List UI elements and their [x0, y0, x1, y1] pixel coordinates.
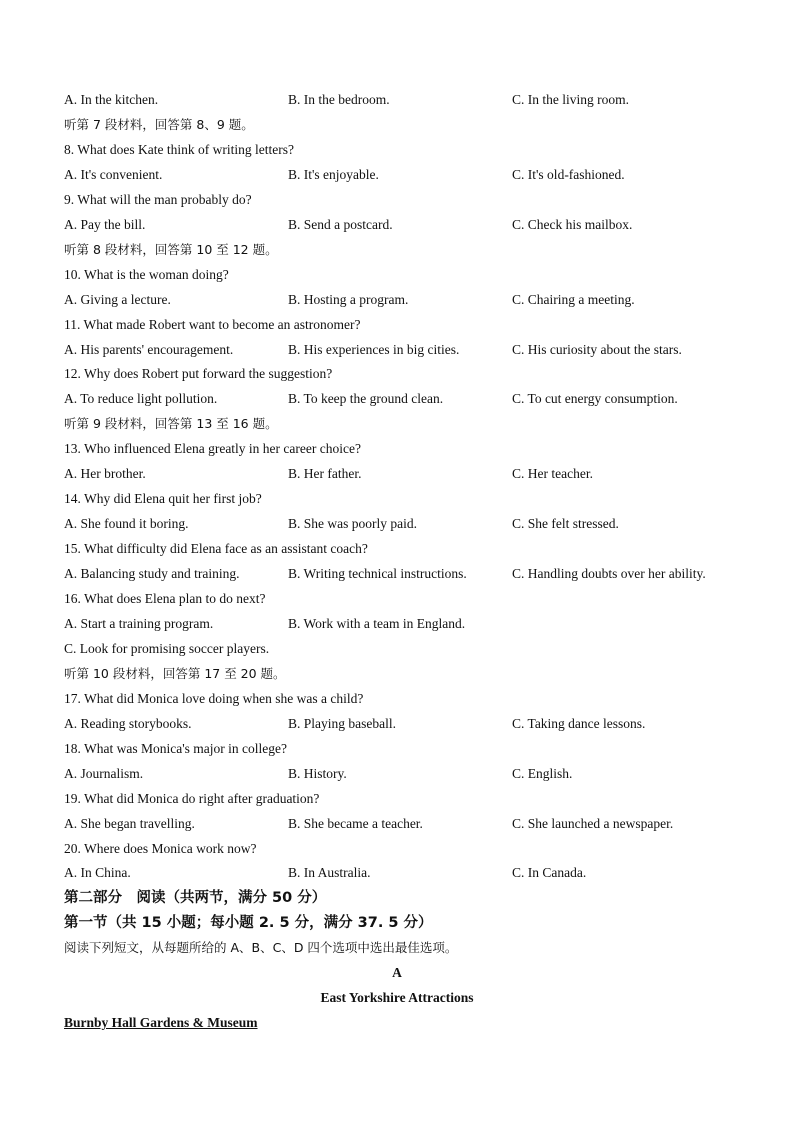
question-text [64, 366, 744, 382]
answer-option: B. History. [288, 765, 347, 781]
instruction-text [64, 666, 744, 682]
answer-option: C. Chairing a meeting. [512, 291, 635, 307]
answer-option: C. Her teacher. [512, 466, 593, 482]
passage-title [0, 990, 794, 1006]
line-text: 听第 10 段材料，回答第 17 至 20 题。 [64, 665, 286, 681]
answer-option: C. It's old-fashioned. [512, 166, 625, 182]
line-text: 10. What is the woman doing? [64, 266, 229, 282]
section-heading [64, 890, 744, 906]
instruction-text [64, 117, 744, 133]
line-text: 第二部分 阅读（共两节，满分 50 分） [64, 890, 327, 907]
line-text: 听第 9 段材料，回答第 13 至 16 题。 [64, 416, 278, 432]
answer-option: C. She felt stressed. [512, 516, 619, 532]
answer-option: B. His experiences in big cities. [288, 341, 460, 357]
answer-option: C. Handling doubts over her ability. [512, 566, 706, 581]
answer-option: B. She became a teacher. [288, 815, 423, 831]
question-text [64, 691, 744, 707]
line-text: 阅读下列短文，从每题所给的 A、B、C、D 四个选项中选出最佳选项。 [64, 940, 458, 956]
answer-option: A. To reduce light pollution. [64, 391, 218, 407]
line-text: East Yorkshire Attractions [320, 990, 474, 1006]
answer-option: B. Playing baseball. [288, 715, 396, 731]
instruction-text [64, 940, 744, 956]
question-text [64, 841, 744, 857]
answer-option: B. It's enjoyable. [288, 166, 379, 182]
answer-option: A. Pay the bill. [64, 216, 146, 232]
answer-option: A. Journalism. [64, 765, 144, 781]
question-text [64, 541, 744, 557]
instruction-text [64, 242, 744, 258]
question-text [64, 491, 744, 507]
answer-option: A. In the kitchen. [64, 92, 159, 107]
question-text [64, 267, 744, 283]
line-text: 第一节（共 15 小题；每小题 2. 5 分，满分 37. 5 分） [64, 915, 433, 932]
line-text: 13. Who influenced Elena greatly in her career choice? [64, 441, 361, 457]
line-text: 听第 7 段材料，回答第 8、9 题。 [64, 117, 254, 132]
answer-option: B. She was poorly paid. [288, 516, 417, 532]
answer-option: B. To keep the ground clean. [288, 391, 444, 407]
answer-option: B. Hosting a program. [288, 291, 409, 307]
question-text [64, 192, 744, 208]
answer-option: A. She found it boring. [64, 516, 189, 532]
answer-option: A. Giving a lecture. [64, 291, 171, 307]
answer-option: B. Work with a team in England. [288, 615, 466, 631]
line-text: 12. Why does Robert put forward the suggestion? [64, 366, 333, 382]
answer-option: A. She began travelling. [64, 815, 195, 831]
answer-option: B. Writing technical instructions. [288, 566, 467, 581]
instruction-text [64, 416, 744, 432]
line-text: 11. What made Robert want to become an astronomer? [64, 316, 361, 332]
answer-option: C. To cut energy consumption. [512, 391, 678, 407]
answer-option: C. In Canada. [512, 865, 587, 881]
line-text: 8. What does Kate think of writing letters? [64, 141, 294, 157]
answer-option: A. Balancing study and training. [64, 566, 240, 581]
answer-option: A. It's convenient. [64, 166, 163, 182]
line-text: 17. What did Monica love doing when she was a child? [64, 690, 364, 706]
line-text: Burnby Hall Gardens & Museum [64, 1015, 258, 1031]
line-text: 9. What will the man probably do? [64, 191, 252, 207]
answer-option: A. Start a training program. [64, 615, 214, 631]
line-text: 15. What difficulty did Elena face as an assistant coach? [64, 541, 368, 557]
line-text: 20. Where does Monica work now? [64, 840, 257, 856]
answer-option: C. Taking dance lessons. [512, 715, 646, 731]
answer-option: B. Her father. [288, 466, 362, 482]
line-text: 14. Why did Elena quit her first job? [64, 491, 262, 507]
answer-option: B. In the bedroom. [288, 92, 390, 107]
answer-option: B. Send a postcard. [288, 216, 393, 232]
passage-title [0, 965, 794, 981]
answer-option: C. Check his mailbox. [512, 216, 633, 232]
question-text [64, 791, 744, 807]
section-heading [64, 915, 744, 931]
question-text [64, 591, 744, 607]
line-text: 18. What was Monica's major in college? [64, 740, 287, 756]
answer-option: A. In China. [64, 865, 131, 881]
line-text: C. Look for promising soccer players. [64, 640, 270, 656]
line-text: 听第 8 段材料，回答第 10 至 12 题。 [64, 241, 278, 257]
question-text [64, 441, 744, 457]
line-text: 19. What did Monica do right after graduation? [64, 790, 320, 806]
answer-option: C. His curiosity about the stars. [512, 341, 682, 357]
answer-option: C. English. [512, 765, 573, 781]
question-text [64, 142, 744, 158]
answer-option: C. She launched a newspaper. [512, 815, 674, 831]
question-text [64, 317, 744, 333]
answer-option: B. In Australia. [288, 865, 371, 881]
question-text [64, 641, 744, 657]
answer-option: A. His parents' encouragement. [64, 341, 234, 357]
answer-option: A. Reading storybooks. [64, 715, 192, 731]
answer-option: A. Her brother. [64, 466, 146, 482]
attraction-heading [64, 1015, 744, 1031]
line-text: 16. What does Elena plan to do next? [64, 591, 266, 606]
answer-option: C. In the living room. [512, 92, 629, 107]
question-text [64, 741, 744, 757]
line-text: A [392, 965, 402, 981]
